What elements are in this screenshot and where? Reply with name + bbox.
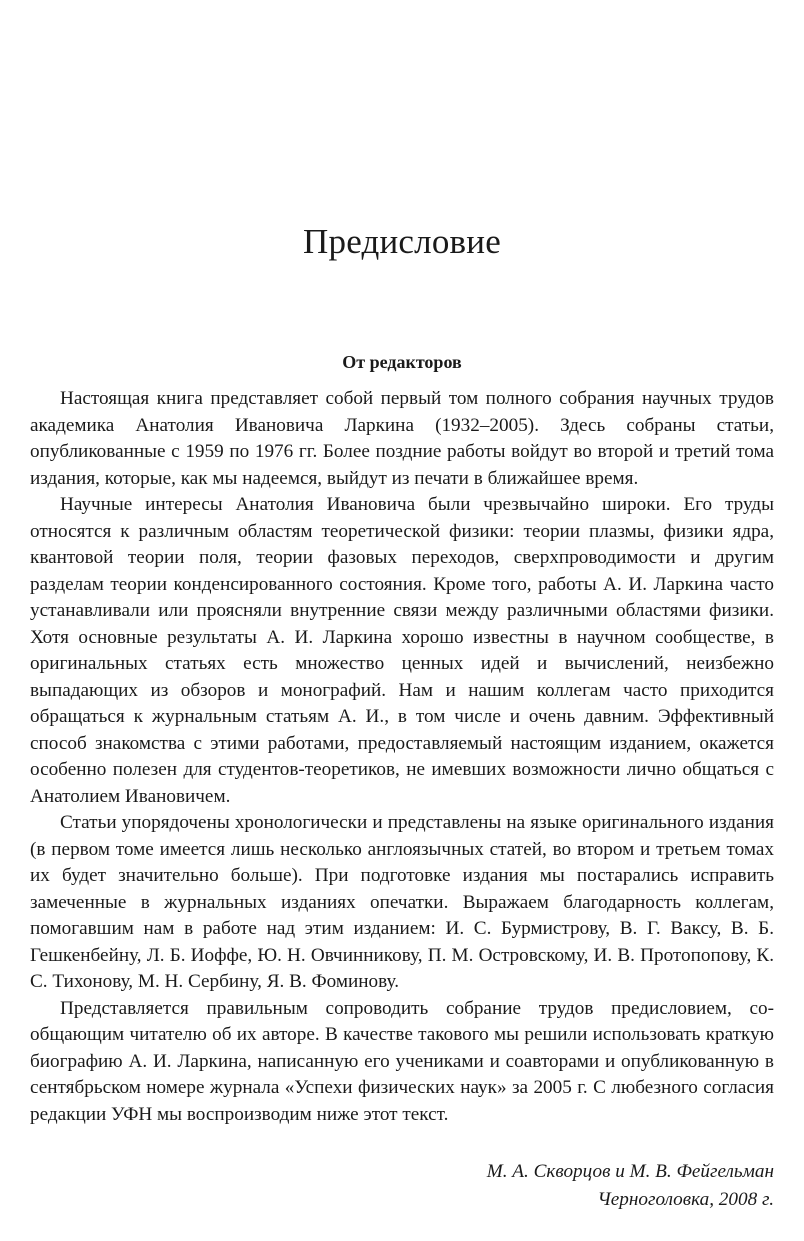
signature-place-date: Черноголовка, 2008 г. [597,1189,774,1210]
paragraph-4: Представляется правильным сопроводить собрание трудов предисловием, сообщающим читателю об их авторе. В качестве такового мы решили использовать краткую биографию А. И. Ларкина, написанную его учениками и соавторами и опубликованную в сентябрьском номере журнала «Успехи физических наук» за 2005 г. С любезного согласия редакции УФН мы воспроизводим ниже этот текст. [30,997,774,1125]
section-heading: От редакторов [342,352,462,372]
preface-body [30,386,774,1128]
paragraph-2: Научные интересы Анатолия Ивановича были чрезвычайно широки. Его труды относятся к различным областям теоретической физики: теории плазмы, физики ядра, квантовой теории поля, теории фазовых переходов, сверхпроводимости и другим разделам теории конденсированного состояния. Кроме того, работы А. И. Ларкина часто устанавливали или проясняли внутренние связи между различными областями физики. Хотя основные результаты А. И. Ларкина хорошо известны в научном сообществе, в оригинальных статьях есть множество ценных идей и вычислений, неизбежно выпадающих из обзоров и монографий. Нам и нашим коллегам часто приходится обращаться к журнальным статьям А. И., в том числе и очень давним. Эффективный способ знакомства с этими работами, предоставляемый настоящим изданием, окажется особенно полезен для студентов-теоретиков, не имевших возможности лично общаться с Анатолием Ивановичем. [30,494,774,807]
paragraph-3: Статьи упорядочены хронологически и представлены на языке оригинального издания (в первом томе имеется лишь несколько англоязычных статей, во втором и третьем томах их будет значительно больше). При подготовке издания мы постарались исправить замеченные в журнальных изданиях опечатки. Выражаем благодарность коллегам, помогавшим нам в работе над этим изданием: И. С. Бурмистрову, В. Г. Ваксу, В. Б. Гешкенбейну, Л. Б. Иоффе, Ю. Н. Овчинникову, П. М. Островскому, И. В. Протопопову, К. С. Тихонову, М. Н. Сербину, Я. В. Фоминову. [30,812,774,992]
book-page [30,0,774,1241]
signature-authors: М. А. Скворцов и М. В. Фейгельман [486,1161,774,1182]
paragraph-1: Настоящая книга представляет собой первый том полного собрания научных трудов академика Анатолия Ивановича Ларкина (1932–2005). Здесь собраны статьи, опубликованные с 1959 по 1976 гг. Более поздние работы войдут во второй и третий тома издания, которые, как мы надеемся, выйдут из печати в ближайшее время. [30,388,774,489]
page-title: Предисловие [303,222,501,261]
editors-signature [30,1158,774,1214]
